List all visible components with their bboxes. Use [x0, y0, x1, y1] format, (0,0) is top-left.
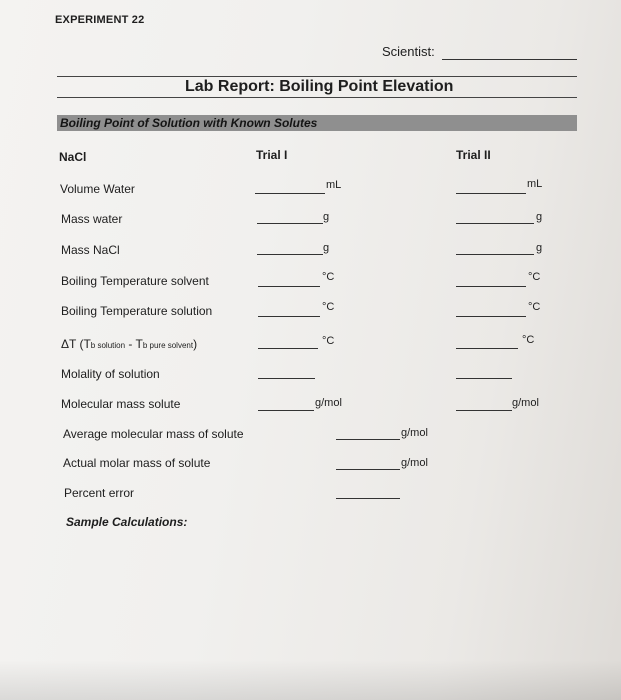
summary-label-average-molecular-mass: Average molecular mass of solute: [63, 427, 244, 441]
page-shadow: [0, 660, 621, 700]
trial-1-delta-t-unit: °C: [322, 335, 335, 347]
trial-2-bp-solution-blank[interactable]: [456, 316, 526, 317]
trial-1-bp-solvent-unit: °C: [322, 271, 335, 283]
trial-1-molecular-mass-blank[interactable]: [258, 410, 314, 411]
trial-2-mass-water-blank[interactable]: [456, 223, 534, 224]
summary-label-actual-molar-mass: Actual molar mass of solute: [63, 456, 211, 470]
trial-1-volume-water-blank[interactable]: [255, 193, 325, 194]
trial-2-bp-solution-unit: °C: [528, 301, 541, 313]
page-title: Lab Report: Boiling Point Elevation: [185, 78, 454, 95]
trial-1-header: Trial I: [256, 148, 288, 162]
percent-error-blank[interactable]: [336, 498, 400, 499]
section-title: Boiling Point of Solution with Known Solutes: [60, 116, 318, 130]
row-label-delta-t: ΔT (Tb solution - Tb pure solvent): [61, 337, 198, 351]
average-molecular-mass-blank[interactable]: [336, 439, 400, 440]
average-molecular-mass-unit: g/mol: [401, 427, 428, 439]
trial-2-molecular-mass-blank[interactable]: [456, 410, 512, 411]
trial-1-bp-solvent-blank[interactable]: [258, 286, 320, 287]
trial-2-molecular-mass-unit: g/mol: [512, 397, 539, 409]
trial-2-molality-blank[interactable]: [456, 378, 512, 379]
trial-1-mass-water-unit: g: [323, 211, 330, 223]
trial-1-molality-blank[interactable]: [258, 378, 315, 379]
trial-1-molecular-mass-unit: g/mol: [315, 397, 342, 409]
row-label-mass-water: Mass water: [61, 212, 123, 226]
scientist-blank[interactable]: [442, 59, 577, 60]
trial-2-header: Trial II: [456, 148, 491, 162]
trial-1-bp-solution-unit: °C: [322, 301, 335, 313]
trial-2-delta-t-blank[interactable]: [456, 348, 518, 349]
trial-2-volume-water-unit: mL: [527, 178, 543, 190]
trial-1-mass-nacl-blank[interactable]: [257, 254, 323, 255]
title-rule-top: [57, 76, 577, 77]
trial-2-bp-solvent-unit: °C: [528, 271, 541, 283]
row-label-boiling-temp-solution: Boiling Temperature solution: [61, 304, 213, 318]
row-label-molality: Molality of solution: [61, 367, 160, 381]
solute-name: NaCl: [59, 150, 87, 164]
actual-molar-mass-blank[interactable]: [336, 469, 400, 470]
trial-1-bp-solution-blank[interactable]: [258, 316, 320, 317]
experiment-number: EXPERIMENT 22: [55, 14, 145, 26]
title-rule-bottom: [57, 97, 577, 98]
trial-2-delta-t-unit: °C: [522, 334, 535, 346]
trial-1-delta-t-blank[interactable]: [258, 348, 318, 349]
trial-1-volume-water-unit: mL: [326, 179, 342, 191]
row-label-boiling-temp-solvent: Boiling Temperature solvent: [61, 274, 209, 288]
row-label-molecular-mass: Molecular mass solute: [61, 397, 181, 411]
trial-1-mass-water-blank[interactable]: [257, 223, 323, 224]
summary-label-percent-error: Percent error: [64, 486, 135, 500]
trial-2-mass-nacl-unit: g: [536, 242, 543, 254]
trial-2-mass-water-unit: g: [536, 211, 543, 223]
trial-2-bp-solvent-blank[interactable]: [456, 286, 526, 287]
scientist-label: Scientist:: [382, 44, 435, 59]
trial-2-volume-water-blank[interactable]: [456, 193, 526, 194]
trial-2-mass-nacl-blank[interactable]: [456, 254, 534, 255]
trial-1-mass-nacl-unit: g: [323, 242, 330, 254]
sample-calculations-heading: Sample Calculations:: [66, 515, 188, 529]
row-label-mass-nacl: Mass NaCl: [61, 243, 120, 257]
actual-molar-mass-unit: g/mol: [401, 457, 428, 469]
row-label-volume-water: Volume Water: [60, 182, 135, 196]
